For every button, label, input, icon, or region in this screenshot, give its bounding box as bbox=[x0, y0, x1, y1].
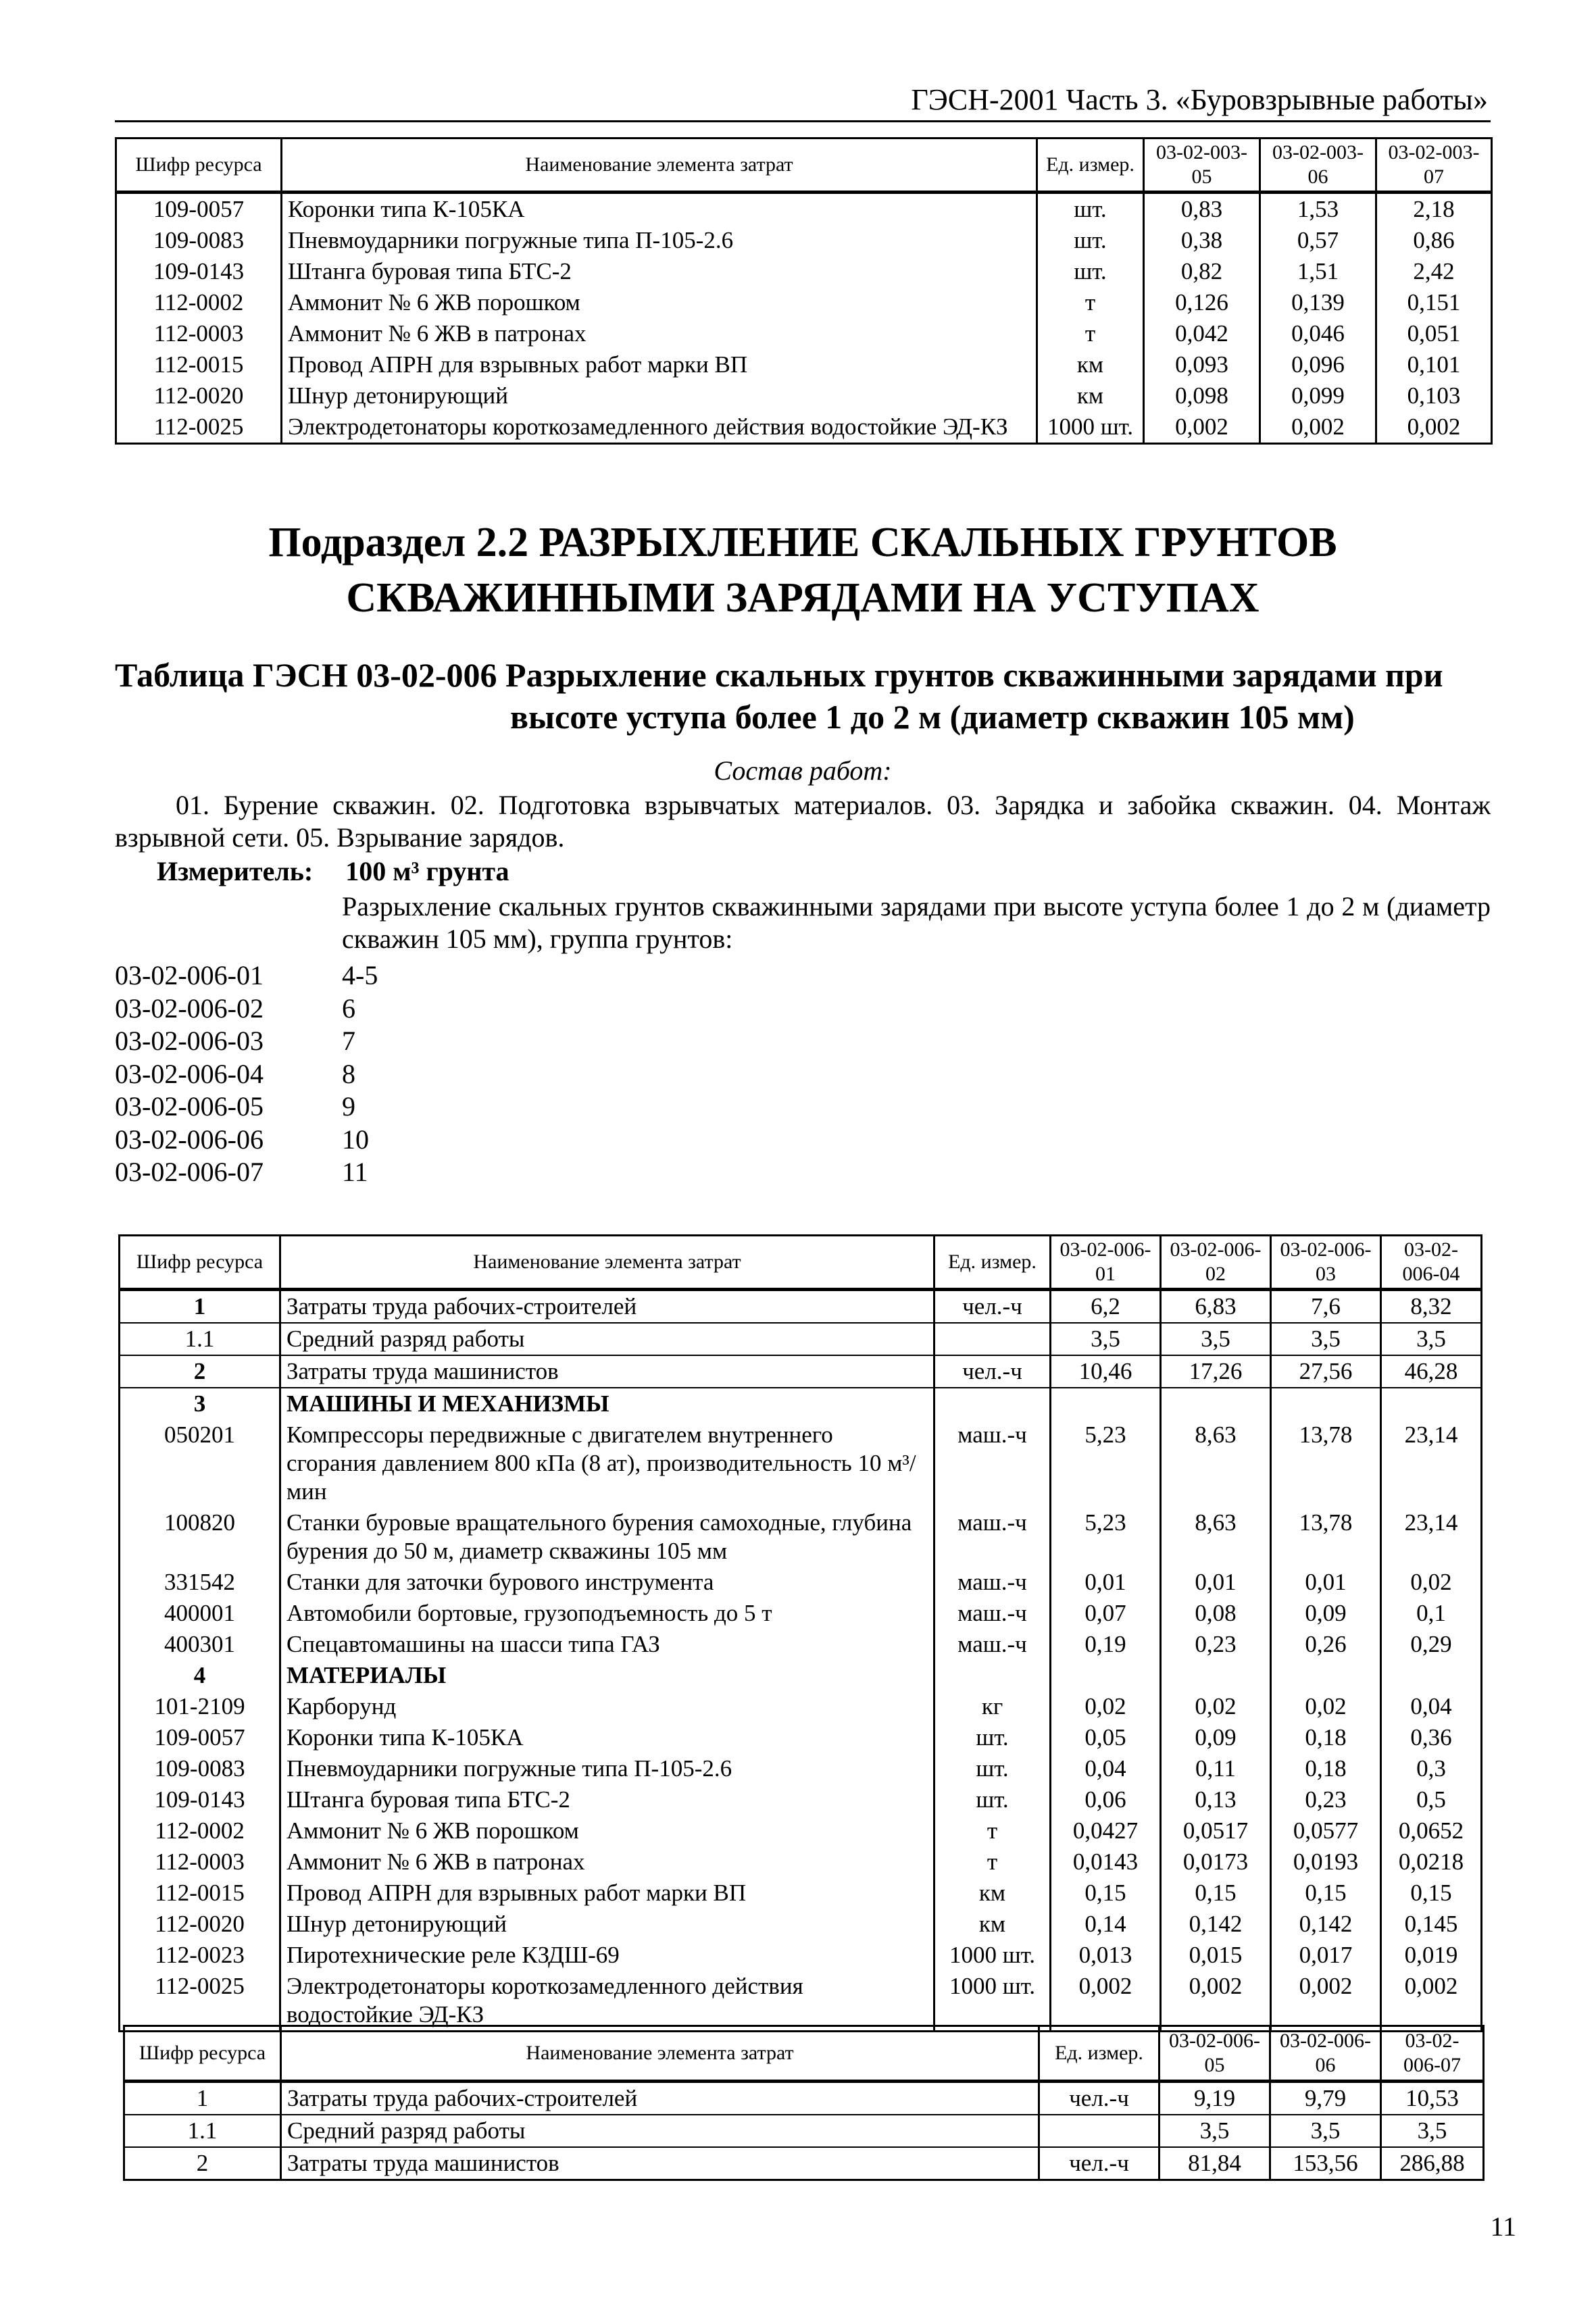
table-row bbox=[120, 1691, 1482, 1722]
measure bbox=[157, 855, 509, 887]
cost-element-name: Пиротехнические реле КЗДШ-69 bbox=[280, 1940, 934, 1971]
page-number: 11 bbox=[1490, 2211, 1516, 2242]
resource-code: 112-0015 bbox=[120, 1878, 280, 1909]
cost-element-name: Штанга буровая типа БТС-2 bbox=[282, 256, 1037, 287]
resource-code: 112-0025 bbox=[116, 411, 282, 444]
norm-value bbox=[1271, 1388, 1381, 1419]
norm-value: 0,5 bbox=[1381, 1784, 1482, 1815]
norm-value: 0,19 bbox=[1051, 1629, 1161, 1660]
norm-value: 0,002 bbox=[1051, 1971, 1161, 2032]
cost-element-name: Аммонит № 6 ЖВ порошком bbox=[280, 1815, 934, 1846]
table-row bbox=[120, 1878, 1482, 1909]
soil-group: 10 bbox=[342, 1124, 369, 1155]
norm-value: 0,0517 bbox=[1161, 1815, 1271, 1846]
norm-value: 0,0577 bbox=[1271, 1815, 1381, 1846]
resource-code: 109-0083 bbox=[120, 1753, 280, 1784]
norm-value: 0,046 bbox=[1260, 318, 1376, 349]
norm-value: 1,51 bbox=[1260, 256, 1376, 287]
table-row bbox=[124, 2115, 1484, 2147]
table-row bbox=[124, 2147, 1484, 2180]
cost-element-name: Провод АПРН для взрывных работ марки ВП bbox=[280, 1878, 934, 1909]
resource-code: 4 bbox=[120, 1660, 280, 1691]
table-row bbox=[120, 1753, 1482, 1784]
norm-value: 0,23 bbox=[1271, 1784, 1381, 1815]
col-header-norm: 03-02-006-07 bbox=[1381, 2026, 1484, 2082]
cost-element-name: Карборунд bbox=[280, 1691, 934, 1722]
norm-value: 0,0427 bbox=[1051, 1815, 1161, 1846]
unit-of-measure: шт. bbox=[934, 1784, 1051, 1815]
cost-element-name: Спецавтомашины на шасси типа ГАЗ bbox=[280, 1629, 934, 1660]
col-header-unit: Ед. измер. bbox=[934, 1236, 1051, 1290]
norm-code-item bbox=[115, 1058, 378, 1091]
norm-value: 0,013 bbox=[1051, 1940, 1161, 1971]
unit-of-measure: км bbox=[1037, 380, 1144, 411]
table-row bbox=[120, 1846, 1482, 1878]
cost-element-name: Аммонит № 6 ЖВ в патронах bbox=[282, 318, 1037, 349]
unit-of-measure bbox=[1039, 2115, 1159, 2147]
unit-of-measure: маш.-ч bbox=[934, 1567, 1051, 1598]
composition-heading: Состав работ: bbox=[714, 755, 892, 786]
resource-code: 1.1 bbox=[120, 1323, 280, 1355]
norm-value: 6,83 bbox=[1161, 1290, 1271, 1324]
norm-value: 0,103 bbox=[1376, 380, 1492, 411]
resource-code: 331542 bbox=[120, 1567, 280, 1598]
norm-value: 0,042 bbox=[1144, 318, 1260, 349]
cost-element-name: Коронки типа К-105КА bbox=[282, 193, 1037, 226]
table-row bbox=[120, 1660, 1482, 1691]
norm-value: 5,23 bbox=[1051, 1507, 1161, 1567]
cost-element-name: МАТЕРИАЛЫ bbox=[280, 1660, 934, 1691]
norm-value: 81,84 bbox=[1159, 2147, 1270, 2180]
table-row bbox=[120, 1355, 1482, 1388]
norm-code-item bbox=[115, 1124, 378, 1157]
unit-of-measure bbox=[934, 1388, 1051, 1419]
norm-value: 0,23 bbox=[1161, 1629, 1271, 1660]
resource-code: 400301 bbox=[120, 1629, 280, 1660]
unit-of-measure: шт. bbox=[934, 1753, 1051, 1784]
table-row bbox=[116, 256, 1492, 287]
norm-value: 0,002 bbox=[1161, 1971, 1271, 2032]
unit-of-measure: чел.-ч bbox=[1039, 2082, 1159, 2115]
resource-code: 112-0020 bbox=[120, 1909, 280, 1940]
running-header: ГЭСН-2001 Часть 3. «Буровзрывные работы» bbox=[911, 83, 1488, 116]
table-row bbox=[116, 287, 1492, 318]
norm-value: 0,05 bbox=[1051, 1722, 1161, 1753]
norm-value: 0,126 bbox=[1144, 287, 1260, 318]
norm-value: 0,098 bbox=[1144, 380, 1260, 411]
soil-group: 8 bbox=[342, 1058, 355, 1089]
cost-element-name: Пневмоударники погружные типа П-105-2.6 bbox=[280, 1753, 934, 1784]
resource-code: 109-0057 bbox=[120, 1722, 280, 1753]
norm-value: 0,09 bbox=[1271, 1598, 1381, 1629]
table-row bbox=[116, 349, 1492, 380]
unit-of-measure: шт. bbox=[1037, 193, 1144, 226]
unit-of-measure bbox=[934, 1660, 1051, 1691]
norm-value: 0,15 bbox=[1271, 1878, 1381, 1909]
norm-code-list bbox=[115, 959, 378, 1189]
norm-value: 0,093 bbox=[1144, 349, 1260, 380]
norm-value: 0,02 bbox=[1161, 1691, 1271, 1722]
norm-value: 3,5 bbox=[1161, 1323, 1271, 1355]
unit-of-measure: маш.-ч bbox=[934, 1419, 1051, 1507]
table-row bbox=[116, 225, 1492, 256]
table-title-line1: Таблица ГЭСН 03-02-006 Разрыхление скальных грунтов скважинными зарядами при bbox=[115, 656, 1443, 694]
table-title-line2: высоте уступа более 1 до 2 м (диаметр скважин 105 мм) bbox=[510, 698, 1355, 736]
table-row bbox=[120, 1629, 1482, 1660]
resource-code: 101-2109 bbox=[120, 1691, 280, 1722]
col-header-name: Наименование элемента затрат bbox=[282, 139, 1037, 193]
table-row bbox=[116, 193, 1492, 226]
norm-code: 03-02-006-01 bbox=[115, 960, 264, 990]
cost-element-name: Компрессоры передвижные с двигателем внутреннего сгорания давлением 800 кПа (8 ат), производительность 10 м³/мин bbox=[280, 1419, 934, 1507]
norm-value: 0,002 bbox=[1144, 411, 1260, 444]
unit-of-measure bbox=[934, 1323, 1051, 1355]
table-row bbox=[116, 411, 1492, 444]
norm-value bbox=[1161, 1660, 1271, 1691]
measure-value: 100 м³ грунта bbox=[345, 856, 509, 886]
resource-code: 112-0025 bbox=[120, 1971, 280, 2032]
col-header-norm: 03-02-006-01 bbox=[1051, 1236, 1161, 1290]
norm-value: 6,2 bbox=[1051, 1290, 1161, 1324]
cost-element-name: Затраты труда рабочих-строителей bbox=[281, 2082, 1039, 2115]
norm-value: 0,02 bbox=[1271, 1691, 1381, 1722]
resource-code: 100820 bbox=[120, 1507, 280, 1567]
norm-code-item bbox=[115, 992, 378, 1026]
cost-element-name: Станки для заточки бурового инструмента bbox=[280, 1567, 934, 1598]
cost-element-name: Станки буровые вращательного бурения самоходные, глубина бурения до 50 м, диаметр скважины 105 мм bbox=[280, 1507, 934, 1567]
norm-value: 13,78 bbox=[1271, 1419, 1381, 1507]
norm-value: 8,32 bbox=[1381, 1290, 1482, 1324]
norm-value: 0,101 bbox=[1376, 349, 1492, 380]
norm-value: 0,051 bbox=[1376, 318, 1492, 349]
unit-of-measure: шт. bbox=[934, 1722, 1051, 1753]
norm-code-item bbox=[115, 1025, 378, 1058]
table-row bbox=[116, 318, 1492, 349]
table-row bbox=[120, 1940, 1482, 1971]
norm-value: 9,79 bbox=[1270, 2082, 1381, 2115]
norm-value: 0,09 bbox=[1161, 1722, 1271, 1753]
table-row bbox=[120, 1909, 1482, 1940]
table-row bbox=[120, 1567, 1482, 1598]
table-row bbox=[116, 380, 1492, 411]
col-header-name: Наименование элемента затрат bbox=[280, 1236, 934, 1290]
resource-code: 109-0083 bbox=[116, 225, 282, 256]
table-row bbox=[120, 1323, 1482, 1355]
col-header-name: Наименование элемента затрат bbox=[281, 2026, 1039, 2082]
norm-value: 0,38 bbox=[1144, 225, 1260, 256]
cost-element-name: Электродетонаторы короткозамедленного действия водостойкие ЭД-КЗ bbox=[280, 1971, 934, 2032]
norm-code: 03-02-006-06 bbox=[115, 1124, 264, 1155]
header-rule bbox=[115, 120, 1491, 122]
table-row bbox=[120, 1598, 1482, 1629]
unit-of-measure: 1000 шт. bbox=[1037, 411, 1144, 444]
norm-value: 0,0193 bbox=[1271, 1846, 1381, 1878]
norm-value: 13,78 bbox=[1271, 1507, 1381, 1567]
norm-value bbox=[1051, 1388, 1161, 1419]
cost-element-name: Средний разряд работы bbox=[280, 1323, 934, 1355]
cost-element-name: Средний разряд работы bbox=[281, 2115, 1039, 2147]
col-header-norm: 03-02-003-06 bbox=[1260, 139, 1376, 193]
table-row bbox=[120, 1419, 1482, 1507]
norm-value: 46,28 bbox=[1381, 1355, 1482, 1388]
unit-of-measure: т bbox=[1037, 318, 1144, 349]
unit-of-measure: маш.-ч bbox=[934, 1598, 1051, 1629]
resource-code: 1.1 bbox=[124, 2115, 281, 2147]
norm-code: 03-02-006-03 bbox=[115, 1026, 264, 1056]
norm-code-item bbox=[115, 1156, 378, 1189]
resource-code: 109-0143 bbox=[120, 1784, 280, 1815]
resource-code: 112-0020 bbox=[116, 380, 282, 411]
col-header-code: Шифр ресурса bbox=[116, 139, 282, 193]
norm-value bbox=[1161, 1388, 1271, 1419]
soil-group: 6 bbox=[342, 992, 355, 1024]
unit-of-measure: 1000 шт. bbox=[934, 1971, 1051, 2032]
measure-label: Измеритель: bbox=[157, 856, 314, 886]
unit-of-measure: км bbox=[934, 1909, 1051, 1940]
col-header-norm: 03-02-003-07 bbox=[1376, 139, 1492, 193]
norm-value: 0,11 bbox=[1161, 1753, 1271, 1784]
norm-value: 0,02 bbox=[1051, 1691, 1161, 1722]
unit-of-measure: чел.-ч bbox=[934, 1355, 1051, 1388]
unit-of-measure: чел.-ч bbox=[1039, 2147, 1159, 2180]
cost-element-name: Штанга буровая типа БТС-2 bbox=[280, 1784, 934, 1815]
norm-value: 0,08 bbox=[1161, 1598, 1271, 1629]
cost-element-name: Аммонит № 6 ЖВ в патронах bbox=[280, 1846, 934, 1878]
unit-of-measure: шт. bbox=[1037, 256, 1144, 287]
col-header-norm: 03-02-003-05 bbox=[1144, 139, 1260, 193]
table-row bbox=[120, 1784, 1482, 1815]
norm-value: 7,6 bbox=[1271, 1290, 1381, 1324]
resource-code: 109-0143 bbox=[116, 256, 282, 287]
resource-table-006-a bbox=[118, 1234, 1482, 2032]
norm-value: 23,14 bbox=[1381, 1419, 1482, 1507]
cost-element-name: Шнур детонирующий bbox=[280, 1909, 934, 1940]
norm-value: 0,096 bbox=[1260, 349, 1376, 380]
unit-of-measure: км bbox=[1037, 349, 1144, 380]
norm-value: 17,26 bbox=[1161, 1355, 1271, 1388]
norm-value: 0,0143 bbox=[1051, 1846, 1161, 1878]
norm-value: 0,0652 bbox=[1381, 1815, 1482, 1846]
col-header-unit: Ед. измер. bbox=[1039, 2026, 1159, 2082]
norm-value: 0,07 bbox=[1051, 1598, 1161, 1629]
unit-of-measure: маш.-ч bbox=[934, 1507, 1051, 1567]
resource-table-006-b bbox=[123, 2025, 1485, 2181]
norm-value: 8,63 bbox=[1161, 1507, 1271, 1567]
soil-group: 11 bbox=[342, 1157, 368, 1187]
norm-value: 0,017 bbox=[1271, 1940, 1381, 1971]
norm-value: 3,5 bbox=[1381, 1323, 1482, 1355]
resource-code: 3 bbox=[120, 1388, 280, 1419]
norm-value: 0,002 bbox=[1260, 411, 1376, 444]
norm-value: 0,82 bbox=[1144, 256, 1260, 287]
col-header-norm: 03-02-006-04 bbox=[1381, 1236, 1482, 1290]
norm-value: 0,142 bbox=[1271, 1909, 1381, 1940]
cost-element-name: Шнур детонирующий bbox=[282, 380, 1037, 411]
norm-value bbox=[1271, 1660, 1381, 1691]
unit-of-measure: чел.-ч bbox=[934, 1290, 1051, 1324]
soil-group: 9 bbox=[342, 1091, 355, 1122]
col-header-code: Шифр ресурса bbox=[120, 1236, 280, 1290]
norm-value: 0,015 bbox=[1161, 1940, 1271, 1971]
table-row bbox=[124, 2082, 1484, 2115]
norm-value: 153,56 bbox=[1270, 2147, 1381, 2180]
cost-element-name: Затраты труда рабочих-строителей bbox=[280, 1290, 934, 1324]
unit-of-measure: кг bbox=[934, 1691, 1051, 1722]
norm-value: 10,53 bbox=[1381, 2082, 1484, 2115]
resource-code: 109-0057 bbox=[116, 193, 282, 226]
unit-of-measure: км bbox=[934, 1878, 1051, 1909]
resource-code: 2 bbox=[124, 2147, 281, 2180]
norm-value: 0,019 bbox=[1381, 1940, 1482, 1971]
norm-value: 2,18 bbox=[1376, 193, 1492, 226]
unit-of-measure: т bbox=[934, 1815, 1051, 1846]
norm-value: 3,5 bbox=[1051, 1323, 1161, 1355]
resource-code: 112-0002 bbox=[116, 287, 282, 318]
norm-value: 0,02 bbox=[1381, 1567, 1482, 1598]
norm-value: 0,3 bbox=[1381, 1753, 1482, 1784]
norm-value: 0,04 bbox=[1051, 1753, 1161, 1784]
resource-code: 2 bbox=[120, 1355, 280, 1388]
unit-of-measure: т bbox=[1037, 287, 1144, 318]
norm-value: 0,099 bbox=[1260, 380, 1376, 411]
resource-code: 112-0003 bbox=[120, 1846, 280, 1878]
unit-of-measure: шт. bbox=[1037, 225, 1144, 256]
norm-value: 0,18 bbox=[1271, 1722, 1381, 1753]
norm-value: 0,145 bbox=[1381, 1909, 1482, 1940]
resource-code: 112-0023 bbox=[120, 1940, 280, 1971]
norm-value: 0,83 bbox=[1144, 193, 1260, 226]
norm-value: 0,15 bbox=[1051, 1878, 1161, 1909]
norm-value: 286,88 bbox=[1381, 2147, 1484, 2180]
norm-value: 0,002 bbox=[1381, 1971, 1482, 2032]
norm-value: 2,42 bbox=[1376, 256, 1492, 287]
norm-value: 3,5 bbox=[1271, 1323, 1381, 1355]
norm-value bbox=[1051, 1660, 1161, 1691]
resource-table-003 bbox=[115, 137, 1493, 445]
norm-code-item bbox=[115, 959, 378, 992]
norm-value: 0,15 bbox=[1381, 1878, 1482, 1909]
col-header-unit: Ед. измер. bbox=[1037, 139, 1144, 193]
soil-group: 4-5 bbox=[342, 960, 378, 990]
table-title bbox=[115, 654, 1491, 738]
col-header-norm: 03-02-006-03 bbox=[1271, 1236, 1381, 1290]
norm-value: 0,86 bbox=[1376, 225, 1492, 256]
norm-code: 03-02-006-07 bbox=[115, 1157, 264, 1187]
norm-value: 1,53 bbox=[1260, 193, 1376, 226]
soil-group: 7 bbox=[342, 1026, 355, 1056]
norm-value: 3,5 bbox=[1381, 2115, 1484, 2147]
norm-value bbox=[1381, 1660, 1482, 1691]
norm-value: 0,04 bbox=[1381, 1691, 1482, 1722]
resource-code: 112-0015 bbox=[116, 349, 282, 380]
norm-value: 0,18 bbox=[1271, 1753, 1381, 1784]
unit-of-measure: 1000 шт. bbox=[934, 1940, 1051, 1971]
unit-of-measure: т bbox=[934, 1846, 1051, 1878]
norm-value: 9,19 bbox=[1159, 2082, 1270, 2115]
norm-code: 03-02-006-04 bbox=[115, 1058, 264, 1089]
cost-element-name: Затраты труда машинистов bbox=[281, 2147, 1039, 2180]
norm-value: 0,13 bbox=[1161, 1784, 1271, 1815]
norm-value: 0,06 bbox=[1051, 1784, 1161, 1815]
norm-value: 0,29 bbox=[1381, 1629, 1482, 1660]
cost-element-name: Аммонит № 6 ЖВ порошком bbox=[282, 287, 1037, 318]
col-header-norm: 03-02-006-06 bbox=[1270, 2026, 1381, 2082]
norm-value: 0,0173 bbox=[1161, 1846, 1271, 1878]
norm-value: 0,01 bbox=[1051, 1567, 1161, 1598]
norm-value: 10,46 bbox=[1051, 1355, 1161, 1388]
table-row bbox=[120, 1507, 1482, 1567]
norm-value: 0,01 bbox=[1271, 1567, 1381, 1598]
measure-description: Разрыхление скальных грунтов скважинными зарядами при высоте уступа более 1 до 2 м (диаметр скважин 105 мм), группа грунтов: bbox=[342, 891, 1491, 954]
norm-value: 27,56 bbox=[1271, 1355, 1381, 1388]
norm-value: 0,26 bbox=[1271, 1629, 1381, 1660]
resource-code: 400001 bbox=[120, 1598, 280, 1629]
norm-value: 0,1 bbox=[1381, 1598, 1482, 1629]
unit-of-measure: маш.-ч bbox=[934, 1629, 1051, 1660]
norm-value: 0,151 bbox=[1376, 287, 1492, 318]
col-header-norm: 03-02-006-05 bbox=[1159, 2026, 1270, 2082]
norm-value: 3,5 bbox=[1159, 2115, 1270, 2147]
cost-element-name: Коронки типа К-105КА bbox=[280, 1722, 934, 1753]
norm-value bbox=[1381, 1388, 1482, 1419]
norm-code: 03-02-006-05 bbox=[115, 1091, 264, 1122]
cost-element-name: Электродетонаторы короткозамедленного действия водостойкие ЭД-КЗ bbox=[282, 411, 1037, 444]
resource-code: 050201 bbox=[120, 1419, 280, 1507]
norm-value: 0,002 bbox=[1271, 1971, 1381, 2032]
norm-value: 3,5 bbox=[1270, 2115, 1381, 2147]
norm-value: 0,142 bbox=[1161, 1909, 1271, 1940]
norm-code-item bbox=[115, 1090, 378, 1124]
norm-value: 0,15 bbox=[1161, 1878, 1271, 1909]
norm-value: 0,139 bbox=[1260, 287, 1376, 318]
norm-value: 23,14 bbox=[1381, 1507, 1482, 1567]
norm-value: 0,36 bbox=[1381, 1722, 1482, 1753]
cost-element-name: МАШИНЫ И МЕХАНИЗМЫ bbox=[280, 1388, 934, 1419]
resource-code: 1 bbox=[120, 1290, 280, 1324]
subsection-title: Подраздел 2.2 РАЗРЫХЛЕНИЕ СКАЛЬНЫХ ГРУНТОВ СКВАЖИННЫМИ ЗАРЯДАМИ НА УСТУПАХ bbox=[268, 520, 1337, 621]
norm-value: 0,01 bbox=[1161, 1567, 1271, 1598]
norm-value: 0,002 bbox=[1376, 411, 1492, 444]
norm-value: 0,14 bbox=[1051, 1909, 1161, 1940]
table-row bbox=[120, 1722, 1482, 1753]
norm-value: 5,23 bbox=[1051, 1419, 1161, 1507]
table-row bbox=[120, 1388, 1482, 1419]
resource-code: 112-0002 bbox=[120, 1815, 280, 1846]
norm-value: 0,0218 bbox=[1381, 1846, 1482, 1878]
resource-code: 1 bbox=[124, 2082, 281, 2115]
col-header-norm: 03-02-006-02 bbox=[1161, 1236, 1271, 1290]
table-row bbox=[120, 1971, 1482, 2032]
composition-text: 01. Бурение скважин. 02. Подготовка взрывчатых материалов. 03. Зарядка и забойка скважин. 04. Монтаж взрывной сети. 05. Взрывание зарядов. bbox=[115, 790, 1491, 853]
cost-element-name: Затраты труда машинистов bbox=[280, 1355, 934, 1388]
cost-element-name: Пневмоударники погружные типа П-105-2.6 bbox=[282, 225, 1037, 256]
table-row bbox=[120, 1815, 1482, 1846]
table-row bbox=[120, 1290, 1482, 1324]
norm-code: 03-02-006-02 bbox=[115, 992, 264, 1024]
resource-code: 112-0003 bbox=[116, 318, 282, 349]
cost-element-name: Автомобили бортовые, грузоподъемность до 5 т bbox=[280, 1598, 934, 1629]
norm-value: 8,63 bbox=[1161, 1419, 1271, 1507]
col-header-code: Шифр ресурса bbox=[124, 2026, 281, 2082]
norm-value: 0,57 bbox=[1260, 225, 1376, 256]
cost-element-name: Провод АПРН для взрывных работ марки ВП bbox=[282, 349, 1037, 380]
